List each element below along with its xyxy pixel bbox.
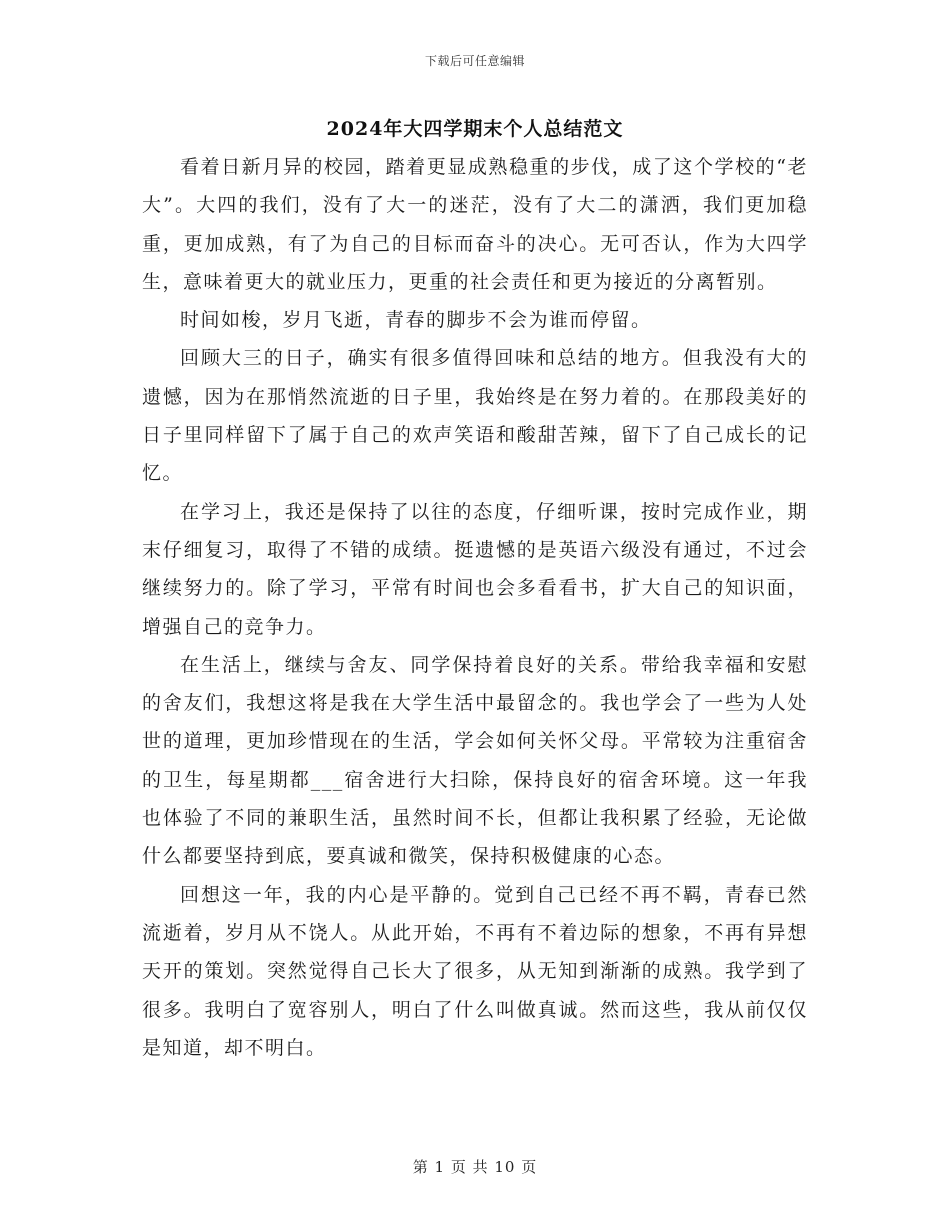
paragraph: 在学习上，我还是保持了以往的态度，仔细听课，按时完成作业，期末仔细复习，取得了不错的成绩。挺遗憾的是英语六级没有通过，不过会继续努力的。除了学习，平常有时间也会多看看书，扩大自己的知识面，增强自己的竞争力。 (142, 500, 808, 638)
paragraph: 时间如梭，岁月飞逝，青春的脚步不会为谁而停留。 (180, 309, 652, 332)
paragraph: 看着日新月异的校园，踏着更显成熟稳重的步伐，成了这个学校的“老大”。大四的我们，没有了大一的迷茫，没有了大二的潇洒，我们更加稳重，更加成熟，有了为自己的目标而奋斗的决心。无可否认，作为大四学生，意味着更大的就业压力，更重的社会责任和更为接近的分离暂别。 (142, 156, 808, 293)
paragraph: 回想这一年，我的内心是平静的。觉到自己已经不再不羁，青春已然流逝着，岁月从不饶人。从此开始，不再有不着边际的想象，不再有异想天开的策划。突然觉得自己长大了很多，从无知到渐渐的成熟。我学到了很多。我明白了宽容别人，明白了什么叫做真诚。然而这些，我从前仅仅是知道，却不明白。 (142, 883, 808, 1059)
page-number: 第 1 页 共 10 页 (412, 1158, 538, 1176)
header-note: 下载后可任意编辑 (424, 54, 525, 68)
document-body (142, 148, 808, 1067)
document-title: 2024年大四学期末个人总结范文 (326, 118, 624, 140)
paragraph: 在生活上，继续与舍友、同学保持着良好的关系。带给我幸福和安慰的舍友们，我想这将是我在大学生活中最留念的。我也学会了一些为人处世的道理，更加珍惜现在的生活，学会如何关怀父母。平常较为注重宿舍的卫生，每星期都___宿舍进行大扫除，保持良好的宿舍环境。这一年我也体验了不同的兼职生活，虽然时间不长，但都让我积累了经验，无论做什么都要坚持到底，要真诚和微笑，保持积极健康的心态。 (142, 653, 808, 868)
paragraph: 回顾大三的日子，确实有很多值得回味和总结的地方。但我没有大的遗憾，因为在那悄然流逝的日子里，我始终是在努力着的。在那段美好的日子里同样留下了属于自己的欢声笑语和酸甜苦辣，留下了自己成长的记忆。 (142, 347, 808, 485)
